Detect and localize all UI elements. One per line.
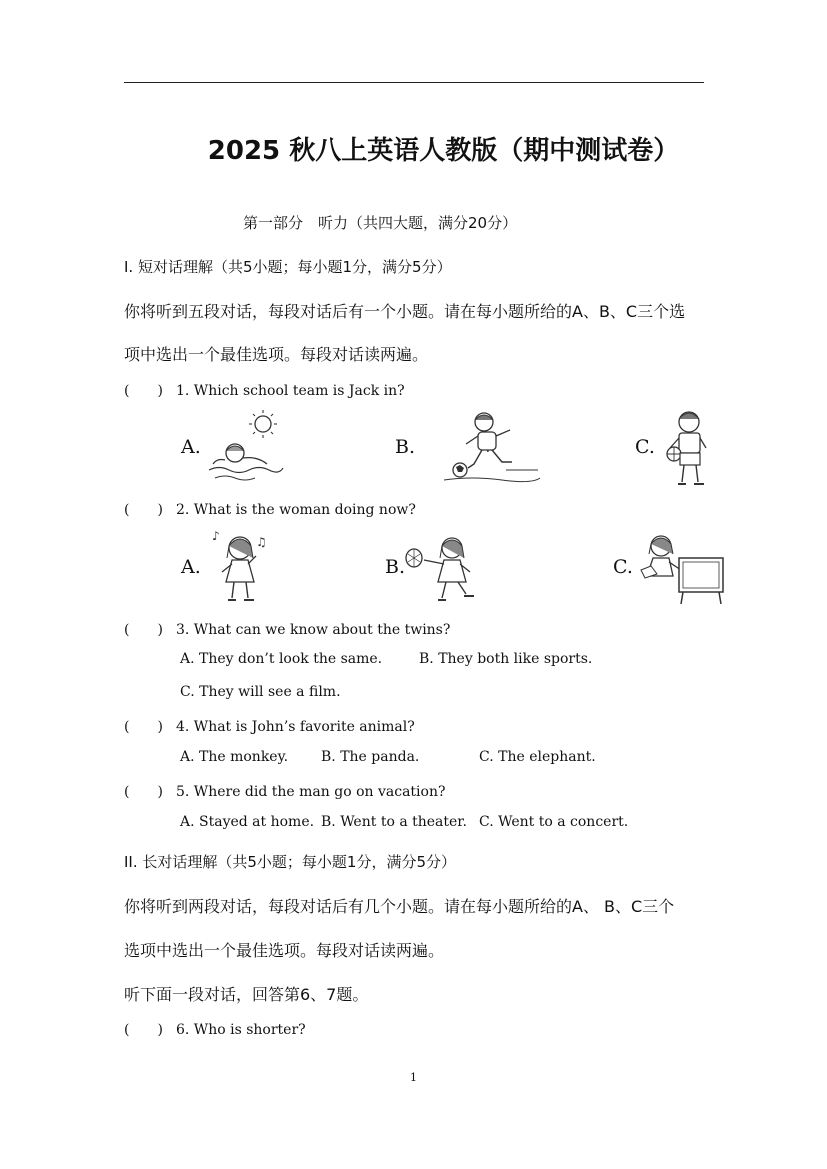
answer-blank[interactable]: ( ) xyxy=(124,719,163,735)
q1-option-b-label: B. xyxy=(395,436,416,458)
question-4-text: 4. What is John’s favorite animal? xyxy=(176,719,415,735)
question-3-text: 3. What can we know about the twins? xyxy=(176,622,451,638)
q1-option-a-label: A. xyxy=(181,436,201,458)
svg-text:♫: ♫ xyxy=(256,535,267,549)
tennis-girl-icon xyxy=(404,530,484,606)
q2-option-b-label: B. xyxy=(385,556,406,578)
q4-option-a[interactable]: A. The monkey. xyxy=(180,749,289,765)
answer-blank[interactable]: ( ) xyxy=(124,784,163,800)
q4-option-c[interactable]: C. The elephant. xyxy=(479,749,596,765)
q1-option-c-label: C. xyxy=(635,436,655,458)
section2-heading: II. 长对话理解（共5小题；每小题1分，满分5分） xyxy=(124,853,457,871)
question-5-text: 5. Where did the man go on vacation? xyxy=(176,784,446,800)
svg-text:♪: ♪ xyxy=(212,529,220,543)
swimmer-icon xyxy=(205,408,285,488)
header-rule xyxy=(124,82,704,83)
question-3 xyxy=(124,619,450,639)
page-number: 1 xyxy=(410,1071,417,1084)
drawing-girl-icon xyxy=(637,528,727,608)
section1-instruction-line1: 你将听到五段对话，每段对话后有一个小题。请在每小题所给的A、B、C三个选 xyxy=(124,302,686,321)
question-1 xyxy=(124,380,405,400)
singing-girl-icon xyxy=(210,526,270,606)
q5-option-c[interactable]: C. Went to a concert. xyxy=(479,814,629,830)
basketball-player-icon xyxy=(662,406,717,490)
q2-option-c-label: C. xyxy=(613,556,633,578)
answer-blank[interactable]: ( ) xyxy=(124,1022,163,1038)
answer-blank[interactable]: ( ) xyxy=(124,383,163,399)
q4-option-b[interactable]: B. The panda. xyxy=(321,749,420,765)
answer-blank[interactable]: ( ) xyxy=(124,502,163,518)
part-heading: 第一部分 听力（共四大题，满分20分） xyxy=(243,214,518,232)
q3-option-c[interactable]: C. They will see a film. xyxy=(180,684,341,700)
q3-option-a[interactable]: A. They don’t look the same. xyxy=(180,651,383,667)
q5-option-b[interactable]: B. Went to a theater. xyxy=(321,814,467,830)
question-2-text: 2. What is the woman doing now? xyxy=(176,502,416,518)
page-title: 2025 秋八上英语人教版（期中测试卷） xyxy=(207,136,680,166)
answer-blank[interactable]: ( ) xyxy=(124,622,163,638)
soccer-player-icon xyxy=(442,408,542,488)
question-6-text: 6. Who is shorter? xyxy=(176,1022,306,1038)
question-6 xyxy=(124,1019,306,1039)
question-4 xyxy=(124,716,415,736)
q5-option-a[interactable]: A. Stayed at home. xyxy=(180,814,315,830)
question-1-text: 1. Which school team is Jack in? xyxy=(176,383,405,399)
question-2 xyxy=(124,499,416,519)
section2-instruction-line2: 选项中选出一个最佳选项。每段对话读两遍。 xyxy=(124,941,445,960)
section1-instruction-line2: 项中选出一个最佳选项。每段对话读两遍。 xyxy=(124,345,429,364)
q3-option-b[interactable]: B. They both like sports. xyxy=(419,651,593,667)
q2-option-a-label: A. xyxy=(181,556,201,578)
question-5 xyxy=(124,781,445,801)
section1-heading: I. 短对话理解（共5小题；每小题1分，满分5分） xyxy=(124,258,452,276)
section2-instruction-line1: 你将听到两段对话，每段对话后有几个小题。请在每小题所给的A、 B、C三个 xyxy=(124,897,675,916)
listening-note: 听下面一段对话，回答第6、7题。 xyxy=(124,985,369,1004)
